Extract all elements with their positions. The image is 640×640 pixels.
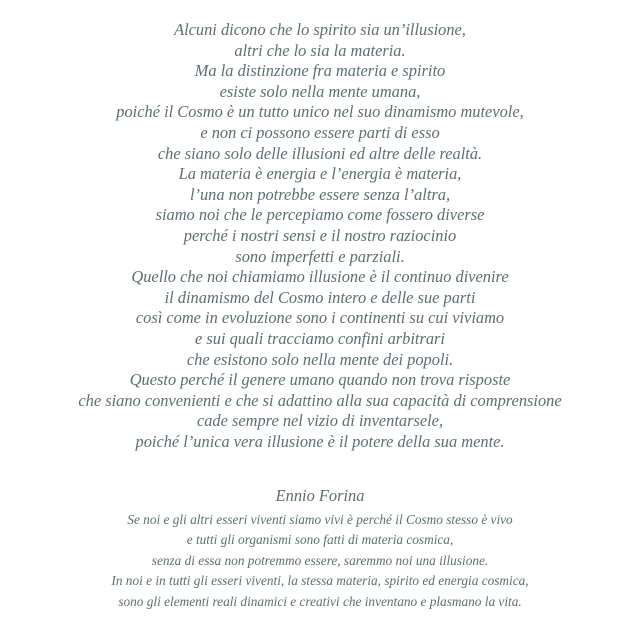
poem-line: e sui quali tracciamo confini arbitrari — [195, 328, 445, 348]
poem-line: siamo noi che le percepiamo come fossero diverse — [155, 205, 485, 225]
poem-line: Questo perché il genere umano quando non trova risposte — [129, 370, 511, 390]
note-line: Se noi e gli altri esseri viventi siamo vivi è perché il Cosmo stesso è vivo — [127, 512, 513, 527]
poem-line: La materia è energia e l’energia è materia, — [178, 164, 462, 184]
author-name: Ennio Forina — [275, 486, 365, 505]
poem-line: Quello che noi chiamiamo illusione è il continuo divenire — [131, 267, 509, 287]
poem-line: così come in evoluzione sono i continenti su cui viviamo — [135, 308, 505, 328]
note-line: In noi e in tutti gli esseri viventi, la stessa materia, spirito ed energia cosmica, — [111, 573, 529, 589]
poem-line: l’una non potrebbe essere senza l’altra, — [189, 184, 451, 204]
poem-line: poiché il Cosmo è un tutto unico nel suo dinamismo mutevole, — [116, 102, 524, 122]
poem-line: perché i nostri sensi e il nostro raziocinio — [183, 225, 457, 245]
poem-line: che siano convenienti e che si adattino alla sua capacità di comprensione — [78, 390, 562, 410]
note-line: sono gli elementi reali dinamici e creativi che inventano e plasmano la vita. — [118, 593, 522, 609]
poem-line: poiché l’unica vera illusione è il potere della sua mente. — [135, 431, 505, 451]
poem-line: altri che lo sia la materia. — [234, 40, 406, 60]
closing-note — [0, 510, 640, 612]
poem-line: sono imperfetti e parziali. — [235, 246, 405, 266]
poem-line: Alcuni dicono che lo spirito sia un’illusione, — [174, 20, 466, 39]
poem-line: il dinamismo del Cosmo intero e delle sue parti — [164, 287, 476, 307]
poem-line: cade sempre nel vizio di inventarsele, — [196, 411, 444, 431]
poem-stanza — [0, 20, 640, 452]
poem-line: che siano solo delle illusioni ed altre delle realtà. — [157, 143, 483, 163]
poem-line: e non ci possono essere parti di esso — [200, 122, 440, 142]
note-line: senza di essa non potremmo essere, saremmo noi una illusione. — [151, 552, 489, 568]
note-line: e tutti gli organismi sono fatti di materia cosmica, — [186, 532, 454, 548]
poem-line: esiste solo nella mente umana, — [219, 81, 421, 101]
poem-line: che esistono solo nella mente dei popoli. — [186, 349, 454, 369]
poem-line: Ma la distinzione fra materia e spirito — [194, 61, 446, 81]
